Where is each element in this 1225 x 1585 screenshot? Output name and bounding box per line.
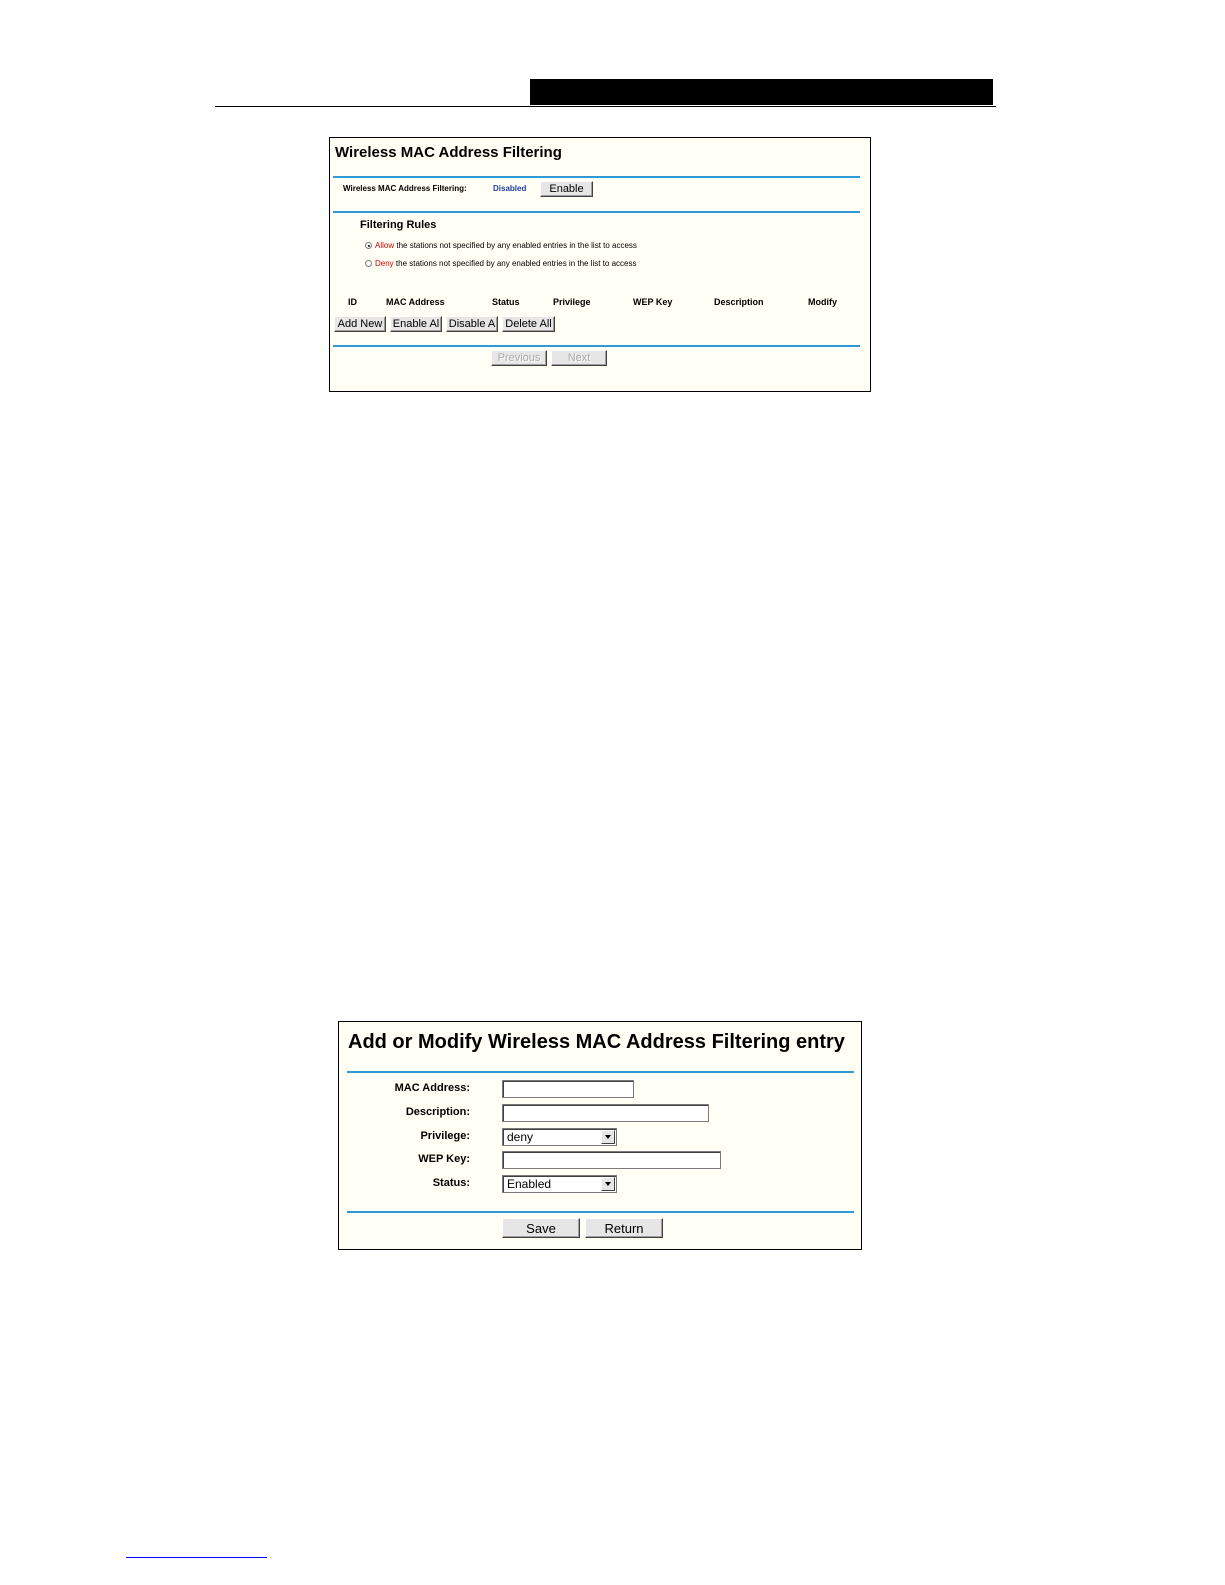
mac-address-input[interactable] (502, 1080, 634, 1098)
col-id: ID (348, 297, 357, 307)
delete-all-button[interactable]: Delete All (502, 316, 555, 332)
wep-key-label: WEP Key: (418, 1153, 470, 1165)
deny-rule-desc: the stations not specified by any enabled entries in the list to access (393, 259, 637, 268)
privilege-label: Privilege: (420, 1130, 470, 1142)
chevron-down-icon[interactable] (601, 1130, 615, 1144)
header-bar (530, 79, 993, 105)
add-new-button[interactable]: Add New (334, 316, 386, 332)
save-button[interactable]: Save (502, 1218, 580, 1238)
allow-rule-desc: the stations not specified by any enabled entries in the list to access (394, 241, 637, 250)
next-button[interactable]: Next (551, 350, 607, 366)
col-modify: Modify (808, 297, 837, 307)
col-wep-key: WEP Key (633, 297, 673, 307)
chevron-down-icon[interactable] (601, 1177, 615, 1191)
header-rule (215, 106, 996, 107)
enable-button[interactable]: Enable (540, 181, 593, 197)
divider (347, 1071, 854, 1073)
page-title: Wireless MAC Address Filtering (335, 144, 562, 161)
disable-all-button[interactable]: Disable A (446, 316, 498, 332)
privilege-value: deny (507, 1130, 534, 1144)
description-label: Description: (405, 1106, 470, 1118)
divider (333, 176, 860, 178)
privilege-select[interactable] (502, 1128, 617, 1146)
allow-keyword: Allow (375, 241, 395, 250)
wep-key-input[interactable] (502, 1151, 721, 1169)
status-value: Enabled (507, 1177, 552, 1191)
deny-keyword: Deny (375, 259, 394, 268)
divider (333, 211, 860, 213)
mac-filtering-panel (329, 137, 871, 392)
filtering-rules-title: Filtering Rules (360, 219, 437, 231)
status-select[interactable] (502, 1175, 617, 1193)
filtering-status: Disabled (493, 184, 527, 193)
description-input[interactable] (502, 1104, 709, 1122)
status-label: Status: (432, 1177, 470, 1189)
divider (347, 1211, 854, 1213)
deny-radio[interactable] (365, 260, 372, 267)
return-button[interactable]: Return (585, 1218, 663, 1238)
mac-address-label: MAC Address: (394, 1082, 470, 1094)
footer-link-underline (126, 1557, 267, 1558)
filtering-label: Wireless MAC Address Filtering: (343, 184, 467, 193)
allow-radio[interactable] (365, 242, 372, 249)
previous-button[interactable]: Previous (491, 350, 547, 366)
col-privilege: Privilege (553, 297, 591, 307)
enable-all-button[interactable]: Enable Al (390, 316, 442, 332)
col-description: Description (714, 297, 764, 307)
allow-rule-text (375, 241, 637, 250)
col-status: Status (492, 297, 520, 307)
col-mac-address: MAC Address (386, 297, 445, 307)
deny-rule-text (375, 259, 637, 268)
entry-form-title: Add or Modify Wireless MAC Address Filtering entry (348, 1031, 845, 1053)
add-modify-entry-panel (338, 1021, 862, 1250)
divider (333, 345, 860, 347)
